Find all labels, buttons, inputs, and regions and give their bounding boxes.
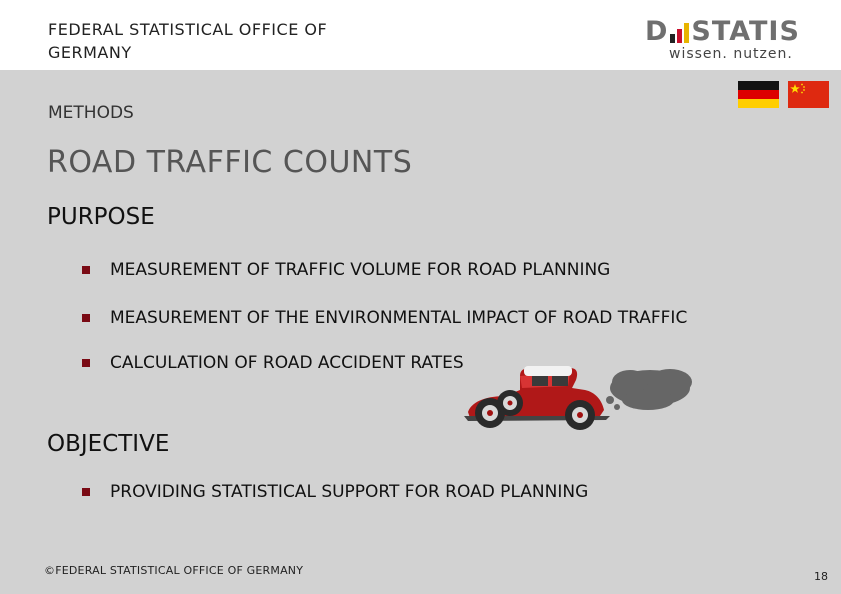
bullet-square-icon: [82, 488, 90, 496]
footer-copyright: ©FEDERAL STATISTICAL OFFICE OF GERMANY: [44, 564, 304, 577]
page-number: 18: [814, 570, 828, 583]
slide-title: ROAD TRAFFIC COUNTS: [47, 145, 413, 180]
chinese-flag-icon[interactable]: [788, 81, 829, 108]
logo-tagline: wissen. nutzen.: [669, 46, 793, 62]
objective-item-text: PROVIDING STATISTICAL SUPPORT FOR ROAD PLANNING: [110, 482, 589, 502]
logo-bars-icon: [670, 23, 689, 43]
purpose-item: [82, 308, 687, 328]
language-flags: [738, 81, 829, 108]
purpose-item: [82, 353, 464, 373]
bullet-square-icon: [82, 314, 90, 322]
purpose-item-text: MEASUREMENT OF TRAFFIC VOLUME FOR ROAD PLANNING: [110, 260, 611, 280]
header-bar: [0, 0, 841, 70]
objective-item: [82, 482, 588, 502]
purpose-item-text: MEASUREMENT OF THE ENVIRONMENTAL IMPACT OF ROAD TRAFFIC: [110, 308, 688, 328]
vintage-car-exhaust-icon: [460, 360, 705, 435]
bullet-square-icon: [82, 266, 90, 274]
organization-name: FEDERAL STATISTICAL OFFICE OF GERMANY: [48, 20, 328, 62]
objective-heading: OBJECTIVE: [47, 431, 170, 457]
german-flag-icon[interactable]: [738, 81, 779, 108]
logo-wordmark: D STATIS: [645, 16, 800, 47]
purpose-item: [82, 260, 610, 280]
destatis-logo: [645, 18, 815, 64]
bullet-square-icon: [82, 359, 90, 367]
purpose-heading: PURPOSE: [47, 204, 155, 230]
section-label: METHODS: [48, 103, 134, 123]
purpose-item-text: CALCULATION OF ROAD ACCIDENT RATES: [110, 353, 464, 373]
